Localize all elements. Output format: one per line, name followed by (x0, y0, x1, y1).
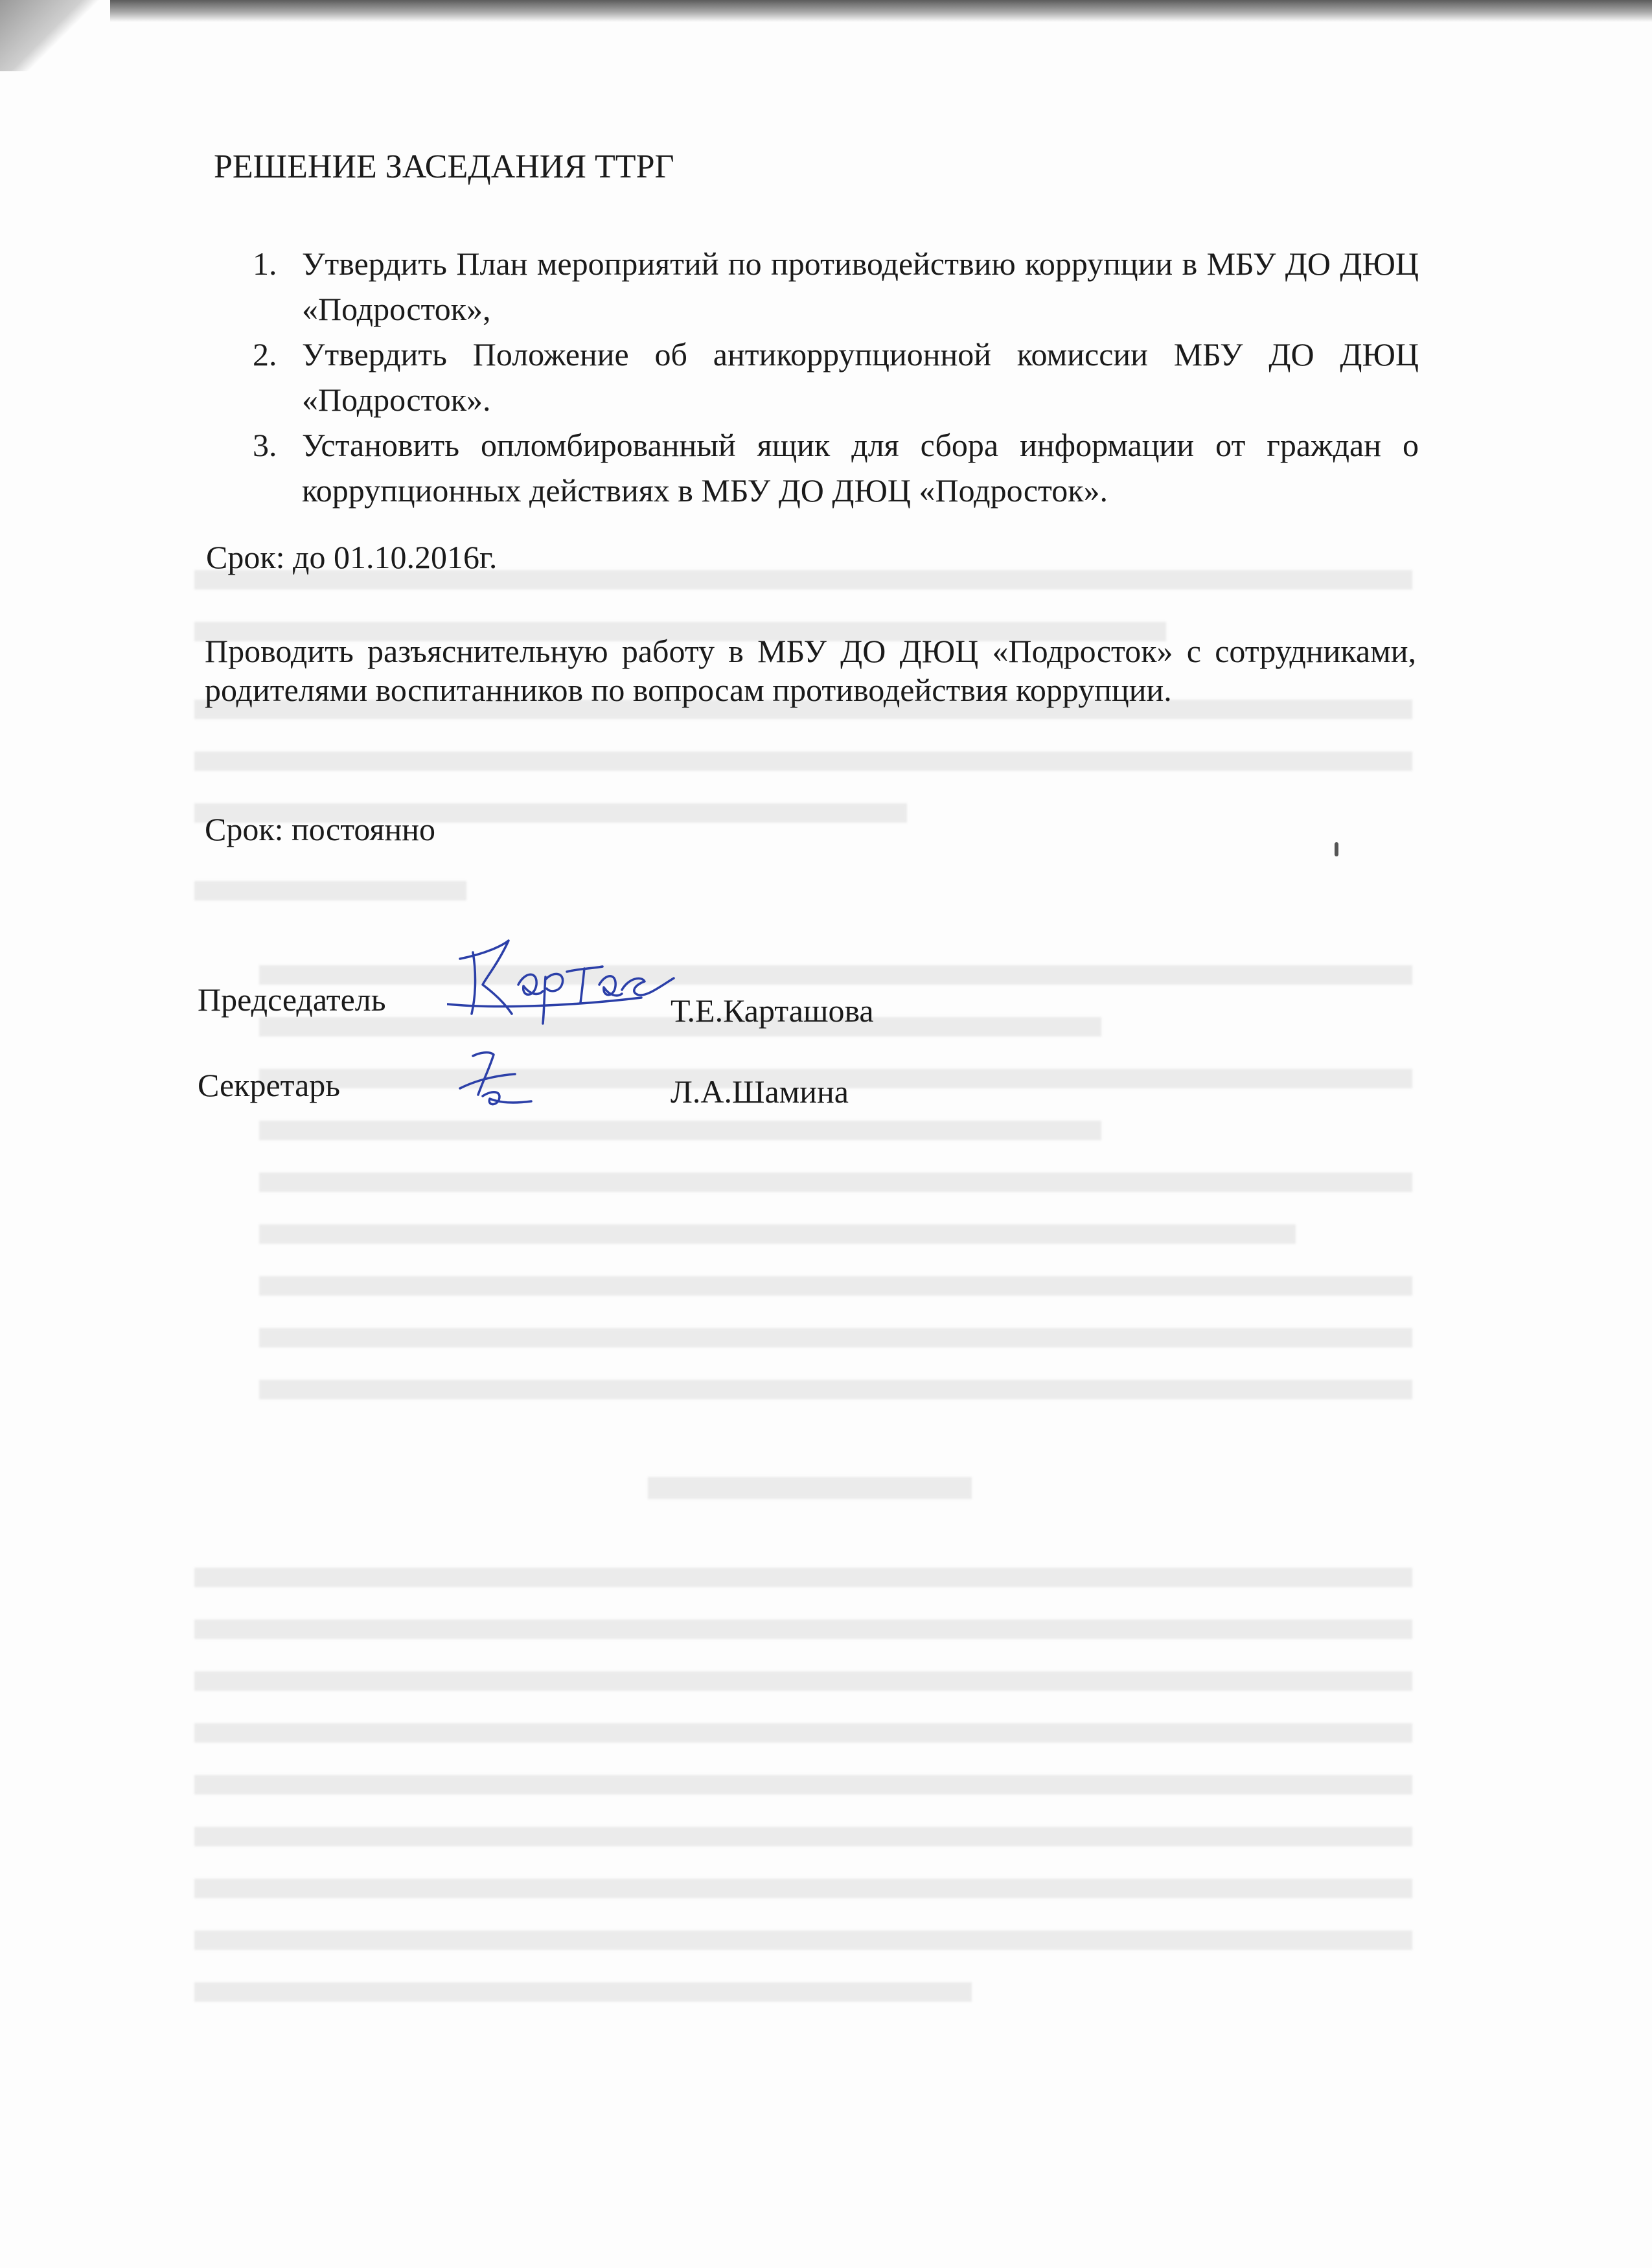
decision-item-3 (253, 422, 1419, 513)
secretary-name: Л.А.Шамина (671, 1073, 849, 1110)
scan-top-edge (110, 0, 1652, 22)
decision-item-2 (253, 332, 1419, 422)
secretary-role-label: Секретарь (198, 1067, 341, 1103)
stray-pen-mark (1335, 842, 1338, 856)
deadline-first: Срок: до 01.10.2016г. (206, 539, 498, 575)
decision-text: Утвердить Положение об антикоррупционной комиссии МБУ ДО ДЮЦ «Подросток». (302, 336, 1419, 418)
scan-corner-fold (0, 0, 110, 71)
decision-item-1 (253, 241, 1419, 332)
decision-number: 1. (253, 246, 277, 282)
decision-number: 3. (253, 427, 277, 463)
bleed-lines (194, 570, 1425, 2028)
secretary-signature (453, 1043, 551, 1114)
decision-text: Утвердить План мероприятий по противодействию коррупции в МБУ ДО ДЮЦ «Подросток», (302, 246, 1419, 327)
decision-number: 2. (253, 336, 277, 372)
deadline-second: Срок: постоянно (205, 811, 435, 847)
instruction-paragraph: Проводить разъяснительную работу в МБУ ДО ДЮЦ «Подросток» с сотрудниками, родителями воспитанников по вопросам противодействия коррупции. (205, 633, 1416, 708)
document-title: РЕШЕНИЕ ЗАСЕДАНИЯ ТТРГ (214, 148, 674, 185)
bleed-through-texture (194, 570, 1425, 2028)
decision-list (253, 241, 1419, 513)
chair-signature (447, 933, 693, 1030)
chair-name: Т.Е.Карташова (671, 992, 874, 1029)
chair-role-label: Председатель (198, 981, 386, 1018)
decision-text: Установить опломбированный ящик для сбора информации от граждан о коррупционных действиях в МБУ ДО ДЮЦ «Подросток». (302, 427, 1419, 509)
